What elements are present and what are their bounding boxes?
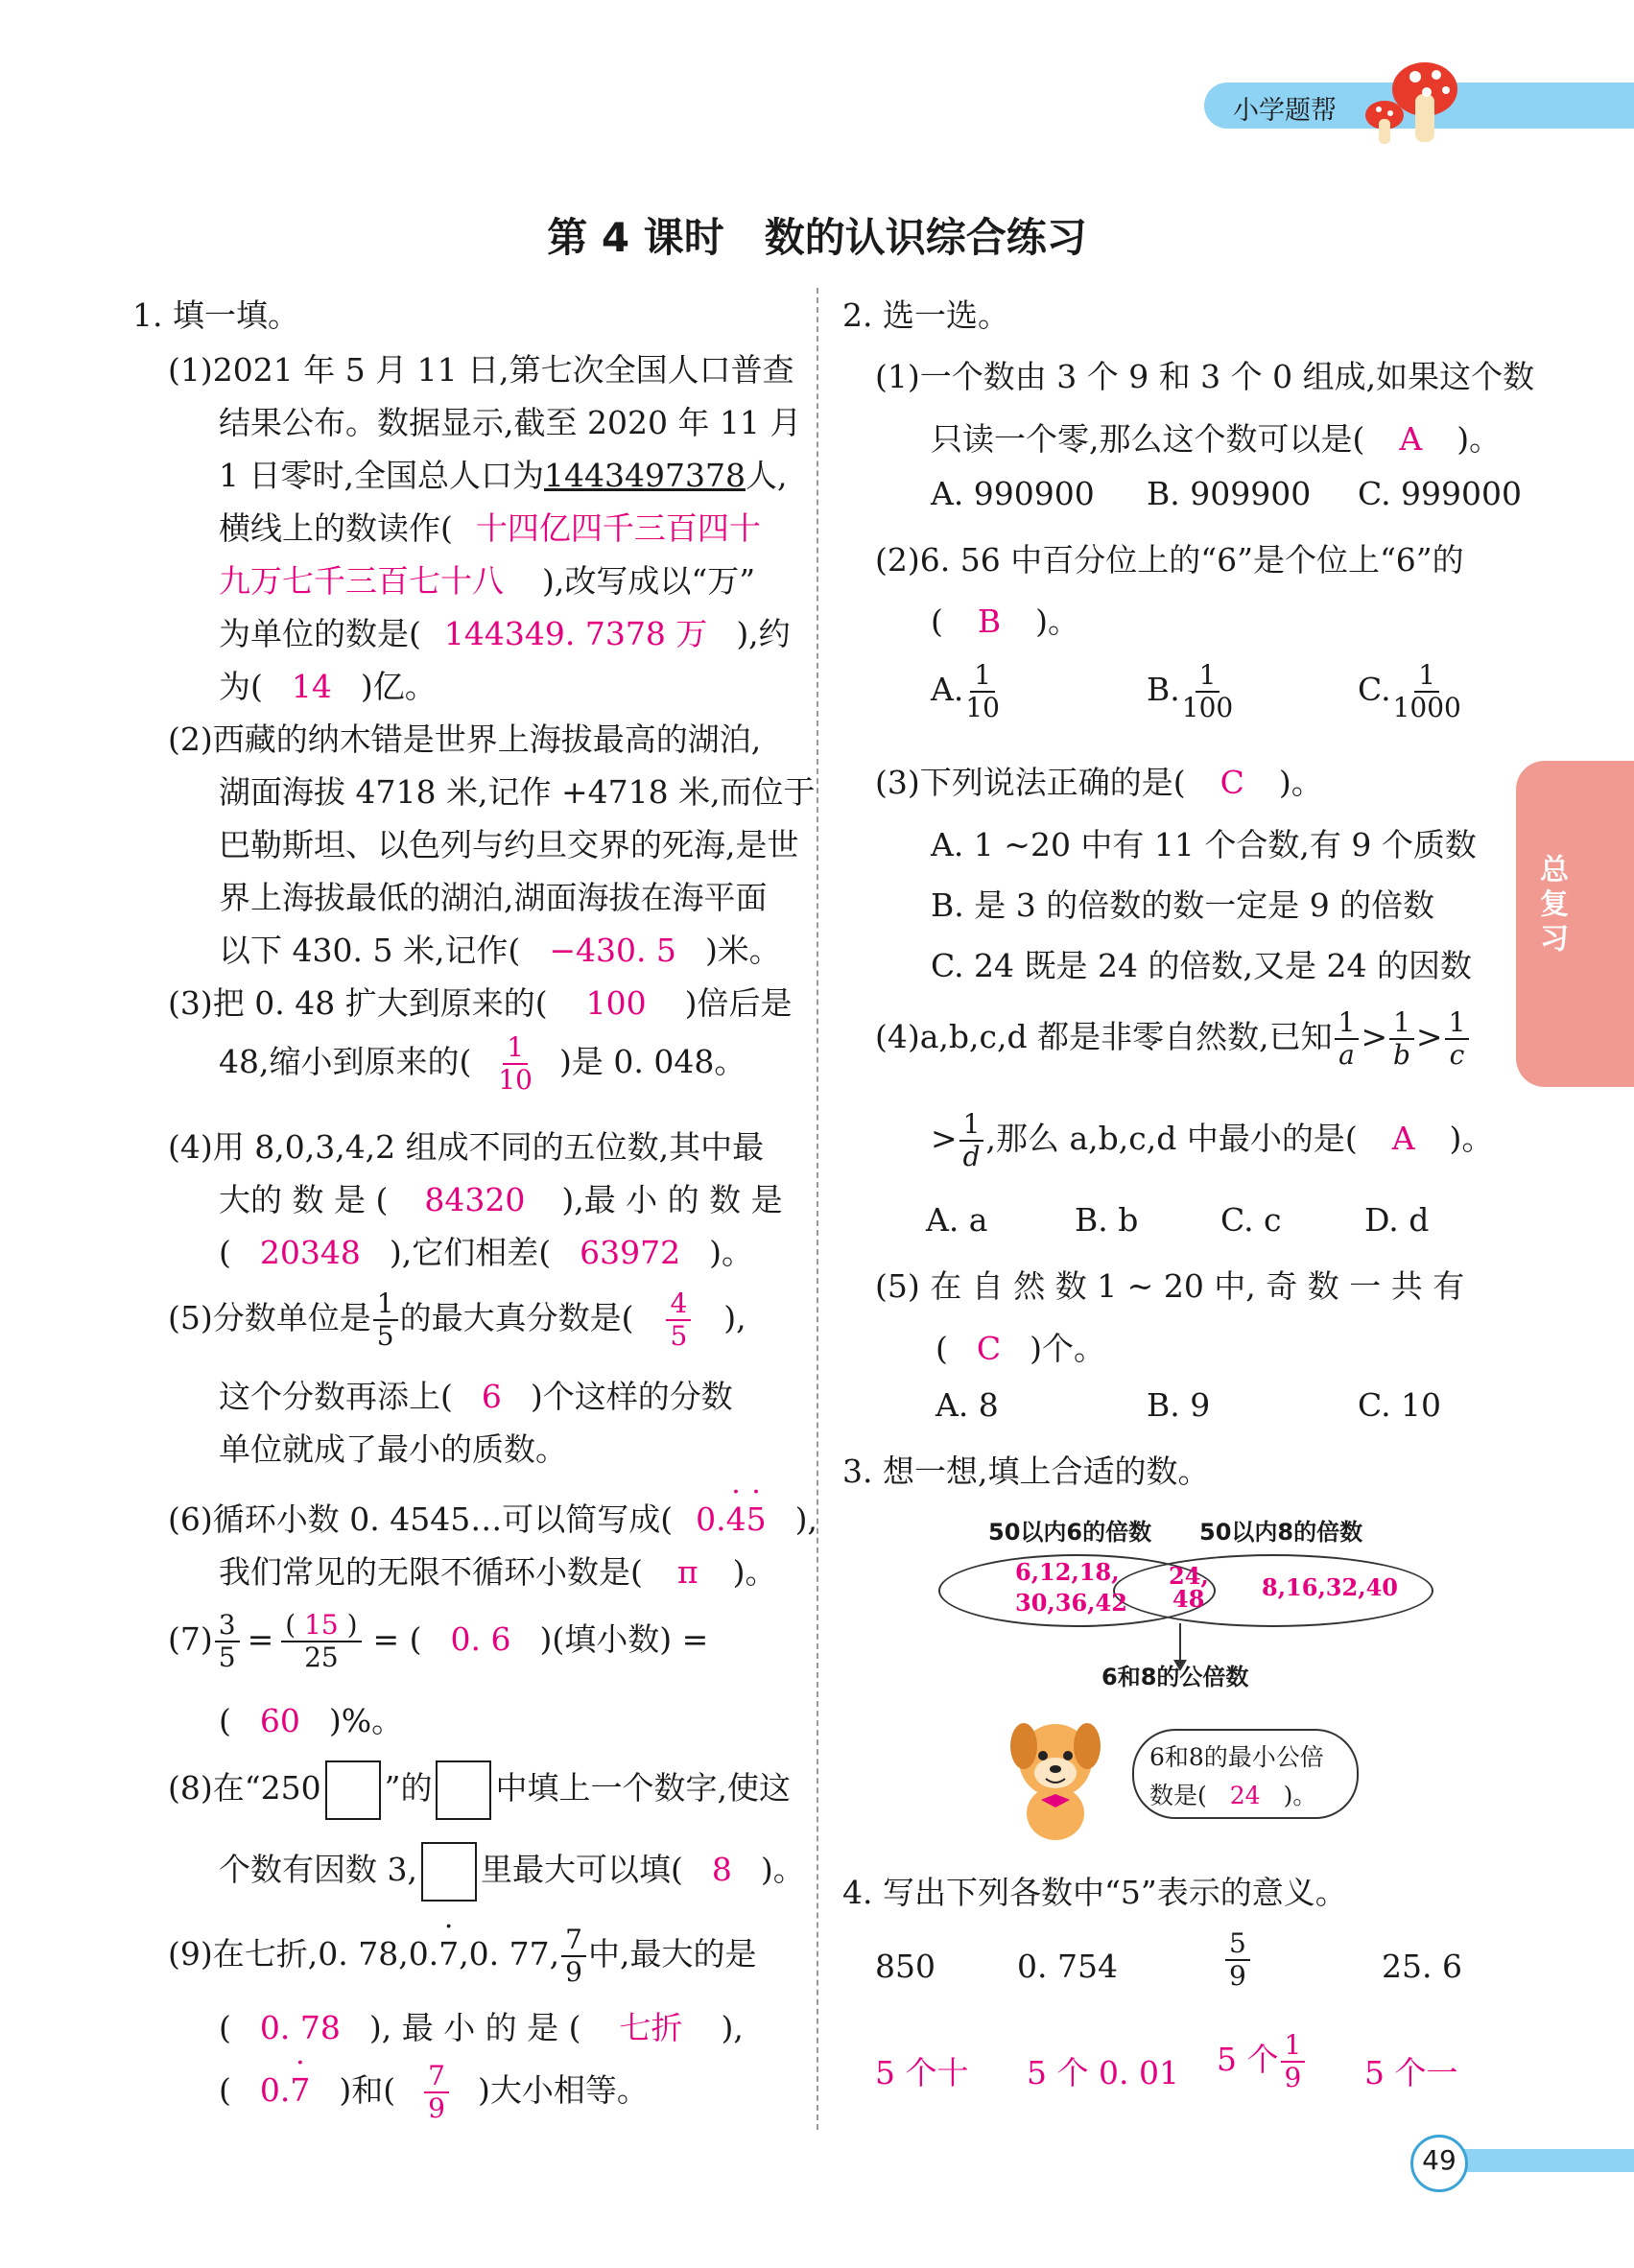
text: 只读一个零,那么这个数可以是(	[931, 420, 1365, 458]
q1-p8-line2	[219, 1842, 805, 1902]
q1-p5-line2	[219, 1372, 733, 1417]
q2-p5-opt-a: A. 8	[935, 1386, 999, 1424]
text: 中填上一个数字,使这	[495, 1769, 791, 1807]
answer: 0. 78	[259, 2009, 341, 2046]
q2-p2-line2	[931, 597, 1079, 642]
denominator: 5	[670, 1320, 688, 1352]
q2-p1-opt-c: C. 999000	[1358, 475, 1523, 512]
q4-answer-2: 5 个 0. 01	[1027, 2054, 1179, 2091]
population-number: 1443497378	[543, 457, 746, 494]
q1-p1-line3	[219, 451, 787, 496]
numerator: ( 15 )	[281, 1612, 361, 1642]
q1-p4-line2	[219, 1175, 783, 1220]
denominator: 5	[376, 1320, 394, 1352]
venn-mid-l1: 24,	[1169, 1562, 1209, 1590]
text: 的最大真分数是(	[399, 1299, 634, 1336]
fraction	[959, 1108, 984, 1172]
fraction	[1389, 1006, 1414, 1071]
q4-item-frac	[1223, 1927, 1252, 1992]
text: )。	[1449, 1120, 1494, 1157]
denominator: 9	[428, 2092, 445, 2124]
venn-mid-l2: 48	[1172, 1585, 1205, 1613]
answer-int: 0.	[696, 1500, 726, 1538]
venn-left-l1: 6,12,18,	[1015, 1558, 1120, 1586]
q1-p1-line1: (1)2021 年 5 月 11 日,第七次全国人口普查	[168, 351, 794, 389]
numerator: 1	[1335, 1009, 1360, 1040]
q1-p9-line2	[219, 2003, 744, 2048]
numerator: 1	[1414, 662, 1439, 693]
q1-p2-line5	[219, 926, 781, 971]
q2-p4-opt-a: A. a	[926, 1201, 988, 1239]
text: )。	[709, 1234, 753, 1271]
text: )。	[732, 1553, 777, 1591]
answer-fraction	[498, 1031, 533, 1096]
q1-p1-line6	[219, 609, 791, 654]
numerator: 1	[959, 1111, 984, 1142]
denominator: 9	[1284, 2062, 1302, 2093]
venn-right-text: 8,16,32,40	[1262, 1573, 1398, 1601]
q1-p2-line2: 湖面海拔 4718 米,记作 +4718 米,而位于	[219, 773, 816, 811]
text: (9)在七折,0. 78,0.	[168, 1935, 439, 1973]
text: (3)把 0. 48 扩大到原来的(	[168, 984, 548, 1022]
denominator: d	[962, 1141, 981, 1172]
bubble-line1: 6和8的最小公倍	[1149, 1743, 1324, 1771]
text: = (	[372, 1620, 422, 1658]
text: 横线上的数读作(	[219, 509, 453, 547]
q1-p1-line2: 结果公布。数据显示,截至 2020 年 11 月	[219, 404, 802, 441]
denominator: 10	[498, 1064, 533, 1096]
q2-p4-opt-c: C. c	[1220, 1201, 1282, 1239]
answer: 100	[585, 984, 647, 1022]
answer: 60	[259, 1702, 300, 1739]
text: (5)分数单位是	[168, 1299, 371, 1336]
numerator: 7	[424, 2063, 449, 2093]
denominator: a	[1338, 1039, 1355, 1071]
q2-heading: 2. 选一选。	[842, 296, 1009, 334]
venn-left-l2: 30,36,42	[1015, 1589, 1127, 1617]
text: 这个分数再添上(	[219, 1378, 453, 1415]
fraction	[1335, 1006, 1360, 1071]
q1-p7-line2	[219, 1696, 403, 1741]
q4-item-850: 850	[875, 1948, 935, 1985]
numerator: 3	[215, 1612, 240, 1642]
q1-p3-line1	[168, 979, 792, 1024]
repeating-digit: · 7	[438, 1935, 459, 1973]
answer: 24	[1229, 1782, 1261, 1809]
equals: =	[247, 1620, 274, 1658]
q1-heading: 1. 填一填。	[132, 296, 299, 334]
text: 为单位的数是(	[219, 615, 421, 652]
repeating-digit: · 4	[726, 1500, 746, 1538]
text: ,0. 77,	[459, 1935, 560, 1973]
q1-p1-line7	[219, 662, 437, 707]
fraction	[281, 1609, 361, 1673]
blank-box	[325, 1760, 381, 1820]
text: (8)在“250	[168, 1769, 321, 1807]
q2-p5-opt-b: B. 9	[1147, 1386, 1211, 1424]
fraction	[1225, 1927, 1250, 1992]
text: 48,缩小到原来的(	[219, 1043, 472, 1080]
text: (6)循环小数 0. 4545…可以简写成(	[168, 1500, 674, 1538]
numerator: 1	[970, 662, 995, 693]
q2-p2-line1: (2)6. 56 中百分位上的“6”是个位上“6”的	[875, 541, 1464, 579]
text: (	[219, 1234, 231, 1271]
q4-answer-4: 5 个一	[1364, 2054, 1458, 2091]
text: 中,最大的是	[587, 1935, 757, 1973]
q2-p5-opt-c: C. 10	[1358, 1386, 1442, 1424]
fraction	[1392, 659, 1461, 723]
text: 我们常见的无限不循环小数是(	[219, 1553, 643, 1591]
text: 大的 数 是 (	[219, 1181, 389, 1218]
blank-box	[421, 1842, 477, 1902]
text: )。	[1035, 602, 1080, 640]
q2-p2-opt-a	[931, 659, 1002, 723]
q4-item-0754: 0. 754	[1017, 1948, 1118, 1985]
text: ”的	[384, 1769, 433, 1807]
text: A.	[931, 671, 964, 708]
q1-p6-line2	[219, 1547, 776, 1593]
q1-p4-line1: (4)用 8,0,3,4,2 组成不同的五位数,其中最	[168, 1128, 765, 1166]
q2-p1-opt-a: A. 990900	[931, 475, 1095, 512]
text: )米。	[704, 932, 781, 969]
q1-p9-line3	[219, 2060, 649, 2124]
text: )亿。	[360, 668, 437, 705]
text: ,那么 a,b,c,d 中最小的是(	[985, 1120, 1358, 1157]
denominator: 25	[304, 1642, 339, 1673]
text: (	[219, 2071, 231, 2109]
answer: π	[676, 1553, 699, 1591]
answer: 6	[481, 1378, 502, 1415]
answer: C	[1220, 764, 1244, 801]
text: 人,	[745, 457, 788, 494]
answer: 0. 6	[450, 1620, 511, 1658]
text: ),最 小 的 数 是	[561, 1181, 783, 1218]
q4-heading: 4. 写出下列各数中“5”表示的意义。	[842, 1874, 1347, 1911]
answer: 84320	[424, 1181, 526, 1218]
answer	[696, 1500, 767, 1538]
repeating-digit: · 5	[746, 1500, 767, 1538]
text: C.	[1358, 671, 1391, 708]
answer: A	[1399, 420, 1423, 458]
q4-item-256: 25. 6	[1382, 1948, 1462, 1985]
q2-p3-opt-c: C. 24 既是 24 的倍数,又是 24 的因数	[931, 947, 1472, 984]
answer: B	[977, 602, 1002, 640]
answer: 5 个	[1217, 2041, 1279, 2078]
q1-p2-line4: 界上海拔最低的湖泊,湖面海拔在海平面	[219, 879, 768, 916]
text: )%。	[328, 1702, 404, 1739]
text: (7)	[168, 1620, 213, 1658]
answer: 63972	[580, 1234, 681, 1271]
numerator: 1	[1281, 2032, 1306, 2063]
text: 里最大可以填(	[480, 1851, 683, 1888]
text: (3)下列说法正确的是(	[875, 764, 1186, 801]
fraction	[373, 1290, 398, 1350]
q2-p4-opt-b: B. b	[1075, 1201, 1139, 1239]
q4-answer-3	[1217, 2029, 1307, 2093]
text: )大小相等。	[477, 2071, 649, 2109]
answer: 十四亿四千三百四十	[475, 509, 761, 547]
q2-p5-line2	[935, 1324, 1105, 1369]
q2-p5-line1: (5) 在 自 然 数 1 ~ 20 中, 奇 数 一 共 有	[875, 1267, 1465, 1305]
q1-p9-line1	[168, 1926, 756, 1986]
denominator: 9	[1229, 1960, 1246, 1992]
blank-box	[436, 1760, 491, 1820]
gt: >	[1415, 1018, 1443, 1055]
text: )和(	[339, 2071, 396, 2109]
numerator: 1	[1389, 1009, 1414, 1040]
answer: 20348	[259, 1234, 361, 1271]
answer	[260, 2071, 311, 2109]
q2-p1-line1: (1)一个数由 3 个 9 和 3 个 0 组成,如果这个数	[875, 358, 1535, 395]
text: ), 最 小 的 是 (	[368, 2009, 581, 2046]
q2-p4-opt-d: D. d	[1364, 1201, 1430, 1239]
denominator: 1000	[1392, 692, 1461, 723]
q2-p1-opt-b: B. 909900	[1147, 475, 1312, 512]
numerator: 1	[503, 1034, 528, 1065]
answer: A	[1391, 1120, 1415, 1157]
diagram-label-left: 50以内6的倍数	[988, 1519, 1152, 1546]
fraction	[965, 659, 1000, 723]
fraction	[1181, 659, 1234, 723]
text: )个这样的分数	[530, 1378, 733, 1415]
q2-p3-opt-b: B. 是 3 的倍数的数一定是 9 的倍数	[931, 886, 1435, 924]
numerator: 7	[561, 1926, 586, 1957]
text: )。	[1283, 1782, 1317, 1809]
q3-heading: 3. 想一想,填上合适的数。	[842, 1453, 1210, 1490]
q2-p3-opt-a: A. 1 ~20 中有 11 个合数,有 9 个质数	[931, 826, 1477, 863]
text: )。	[1278, 764, 1323, 801]
text: ),约	[736, 615, 791, 652]
text: ),它们相差(	[389, 1234, 552, 1271]
q1-p8-line1	[168, 1760, 791, 1820]
bubble-line2	[1149, 1777, 1316, 1811]
numerator: 1	[373, 1290, 398, 1321]
page-number: 49	[1422, 2144, 1456, 2176]
text: 数是(	[1149, 1782, 1207, 1809]
q1-p5-line1	[168, 1290, 746, 1350]
fraction	[561, 1926, 586, 1986]
numerator: 4	[666, 1290, 691, 1321]
text: (	[219, 2009, 231, 2046]
q2-p2-opt-b	[1147, 659, 1235, 723]
q1-p7-line1	[168, 1609, 709, 1673]
denominator: 100	[1181, 692, 1234, 723]
text: )。	[760, 1851, 805, 1888]
side-tab-label: 总复习	[1534, 854, 1568, 957]
q1-p4-line3	[219, 1228, 753, 1273]
denominator: 5	[218, 1642, 236, 1673]
q1-p2-line1: (2)西藏的纳木错是世界上海拔最高的湖泊,	[168, 721, 762, 758]
fraction	[1445, 1006, 1470, 1071]
answer: 九万七千三百七十八	[219, 562, 504, 600]
answer-fraction	[424, 2060, 449, 2124]
text: (	[931, 602, 943, 640]
text: (	[219, 1702, 231, 1739]
text: ),	[794, 1500, 817, 1538]
q4-answer-1: 5 个十	[875, 2054, 969, 2091]
text: (4)a,b,c,d 都是非零自然数,已知	[875, 1018, 1333, 1055]
answer: 14	[291, 668, 332, 705]
text: 为(	[219, 668, 263, 705]
numerator: 1	[1196, 662, 1220, 693]
q2-p4-line2	[931, 1108, 1494, 1172]
diagram-label-right: 50以内8的倍数	[1199, 1519, 1363, 1546]
text: 个数有因数 3,	[219, 1851, 417, 1888]
q1-p1-line4	[219, 504, 761, 549]
text: )(填小数) =	[539, 1620, 709, 1658]
fraction	[215, 1609, 240, 1673]
numerator: 5	[1225, 1930, 1250, 1961]
answer: −430. 5	[549, 932, 676, 969]
text: )是 0. 048。	[559, 1043, 746, 1080]
denominator: c	[1449, 1039, 1465, 1071]
repeating-digit: · 7	[290, 2071, 310, 2109]
answer: 七折	[619, 2009, 683, 2046]
answer: 8	[711, 1851, 732, 1888]
text: ),	[723, 1299, 746, 1336]
q1-p5-line3: 单位就成了最小的质数。	[219, 1430, 567, 1468]
q1-p1-line5	[219, 556, 755, 602]
brand-label: 小学题帮	[1233, 96, 1337, 126]
page-title: 第 4 课时 数的认识综合练习	[547, 214, 1087, 261]
answer-int: 0.	[259, 2071, 291, 2109]
denominator: b	[1393, 1039, 1410, 1071]
text: B.	[1147, 671, 1180, 708]
footer-bar	[1458, 2149, 1634, 2172]
text: 以下 430. 5 米,记作(	[219, 932, 521, 969]
q1-p2-line3: 巴勒斯坦、以色列与约旦交界的死海,是世	[219, 826, 799, 863]
column-divider	[817, 288, 818, 2130]
numerator: 1	[1445, 1009, 1470, 1040]
q2-p1-line2	[931, 414, 1501, 460]
q1-p6-line1	[168, 1495, 817, 1540]
denominator: 9	[565, 1956, 582, 1988]
gt: >	[1361, 1018, 1388, 1055]
answer-fraction	[1281, 2029, 1306, 2093]
text: 1 日零时,全国总人口为	[219, 457, 544, 494]
answer: C	[976, 1330, 1002, 1367]
text: (	[935, 1330, 948, 1367]
answer-fraction	[666, 1290, 691, 1350]
diagram-bottom-label: 6和8的公倍数	[1101, 1664, 1249, 1690]
answer: 144349. 7378 万	[443, 615, 708, 652]
gt: >	[931, 1120, 958, 1157]
text: )倍后是	[684, 984, 793, 1022]
mushroom-icon	[1358, 56, 1463, 147]
q1-p3-line2	[219, 1031, 746, 1096]
denominator: 10	[965, 692, 1000, 723]
q2-p4-line1	[875, 1006, 1471, 1071]
text: ),改写成以“万”	[542, 562, 756, 600]
puppy-icon	[1003, 1708, 1108, 1847]
q2-p3-line1	[875, 758, 1323, 803]
text: ),	[721, 2009, 744, 2046]
answer: 15	[304, 1609, 339, 1641]
text: )。	[1456, 420, 1502, 458]
q2-p2-opt-c	[1358, 659, 1463, 723]
text: )个。	[1030, 1330, 1105, 1367]
